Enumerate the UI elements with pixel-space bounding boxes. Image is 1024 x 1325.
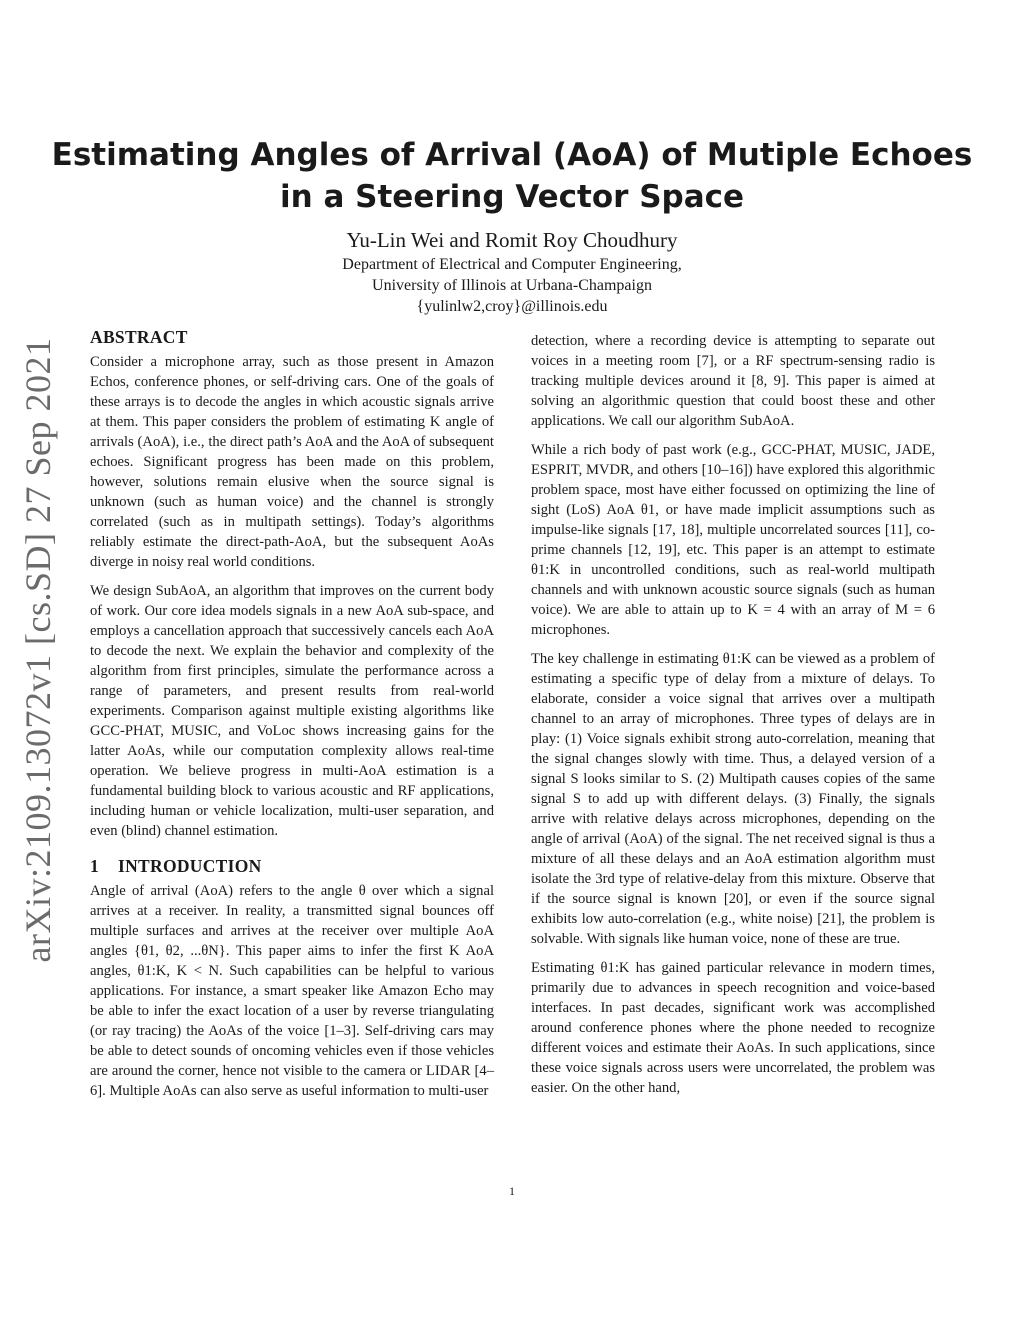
page-number: 1	[509, 1184, 515, 1198]
introduction-heading	[90, 855, 494, 877]
affiliation-email: {yulinlw2,croy}@illinois.edu	[416, 298, 608, 315]
author-affiliation	[0, 254, 1024, 317]
arxiv-identifier-stamp: arXiv:2109.13072v1 [cs.SD] 27 Sep 2021	[18, 337, 58, 963]
paper-title	[0, 134, 1024, 218]
introduction-paragraph-1: Angle of arrival (AoA) refers to the angle θ over which a signal arrives at a receiver. In reality, a transmitted signal bounces off multiple surfaces and arrives at the receiver over multiple AoA angles {θ1, θ2, ...θN}. This paper aims to infer the first K AoA angles, θ1:K, K < N. Such capabilities can be helpful to various applications. For instance, a smart speaker like Amazon Echo may be able to infer the exact location of a user by reverse triangulating (or ray tracing) the AoAs of the voice [1–3]. Self-driving cars may be able to detect sounds of oncoming vehicles even if those vehicles are around the corner, hence not visible to the camera or LIDAR [4–6]. Multiple AoAs can also serve as useful information to multi-user	[90, 883, 494, 1099]
abstract-paragraph-1: Consider a microphone array, such as those present in Amazon Echos, conference phones, or self-driving cars. One of the goals of these arrays is to decode the angles in which acoustic signals arrive at them. This paper considers the problem of estimating K angle of arrivals (AoA), i.e., the direct path’s AoA and the AoA of subsequent echoes. Significant progress has been made on this problem, however, solutions remain elusive when the source signal is unknown (such as human voice) and the channel is strongly correlated (such as in multipath settings). Today’s algorithms reliably estimate the direct-path-AoA, but the subsequent AoAs diverge in noisy real world conditions.	[90, 354, 494, 570]
paper-title-line-2: in a Steering Vector Space	[279, 179, 745, 215]
right-paragraph-4: Estimating θ1:K has gained particular relevance in modern times, primarily due to advances in speech recognition and voice-based interfaces. In past decades, significant work was accomplished around conference phones where the phone needed to recognize different voices and estimate their AoAs. In such applications, since these voice signals across users were uncorrelated, the problem was easier. On the other hand,	[531, 960, 935, 1096]
right-paragraph-2: While a rich body of past work (e.g., GCC-PHAT, MUSIC, JADE, ESPRIT, MVDR, and others [10–16]) have explored this algorithmic problem space, most have either focussed on optimizing the line of sight (LoS) AoA θ1, or have made implicit assumptions such as impulse-like signals [17, 18], multiple uncorrelated sources [11], co-prime channels [12, 19], etc. This paper is an attempt to estimate θ1:K in uncontrolled conditions, such as real-world multipath channels and with unknown acoustic source signals (such as human voice). We are able to attain up to K = 4 with an array of M = 6 microphones.	[531, 442, 935, 638]
right-paragraph-3: The key challenge in estimating θ1:K can be viewed as a problem of estimating a specific type of delay from a mixture of delays. To elaborate, consider a voice signal that arrives over a multipath channel to an array of microphones. Three types of delays are in play: (1) Voice signals exhibit strong auto-correlation, meaning that the signal changes slowly with time. Thus, a delayed version of a signal S looks similar to S. (2) Multipath causes copies of the same signal S to add up with different delays. (3) Finally, the signals arrive with relative delays across microphones, depending on the angle of arrival (AoA) of the signal. The net received signal is thus a mixture of all these delays and an AoA estimation algorithm must isolate the 3rd type of relative-delay from this mixture. Observe that if the source signal is known [20], or even if the source signal exhibits low auto-correlation (e.g., white noise) [21], the problem is solvable. With signals like human voice, none of these are true.	[531, 651, 935, 947]
paper-title-line-1: Estimating Angles of Arrival (AoA) of Mutiple Echoes	[51, 137, 973, 173]
affiliation-university: University of Illinois at Urbana-Champaign	[372, 277, 652, 294]
abstract-heading: ABSTRACT	[90, 327, 188, 347]
section-number: 1	[90, 856, 100, 876]
right-paragraph-1: detection, where a recording device is attempting to separate out voices in a meeting room [7], or a RF spectrum-sensing radio is tracking multiple devices around it [8, 9]. This paper is aimed at solving an algorithmic question that could boost these and other applications. We call our algorithm SubAoA.	[531, 333, 935, 429]
left-column	[90, 326, 494, 1110]
author-names: Yu-Lin Wei and Romit Roy Choudhury	[346, 228, 678, 252]
right-column	[531, 331, 935, 1107]
abstract-paragraph-2: We design SubAoA, an algorithm that improves on the current body of work. Our core idea models signals in a new AoA sub-space, and employs a cancellation approach that successively cancels each AoA to decode the next. We explain the behavior and complexity of the algorithm from first principles, simulate the performance across a range of parameters, and present results from real-world experiments. Comparison against multiple existing algorithms like GCC-PHAT, MUSIC, and VoLoc shows increasing gains for the latter AoAs, while our computation complexity allows real-time operation. We believe progress in multi-AoA estimation is a fundamental building block to various acoustic and RF applications, including human or vehicle localization, multi-user separation, and even (blind) channel estimation.	[90, 583, 494, 839]
section-title: INTRODUCTION	[118, 856, 262, 876]
affiliation-department: Department of Electrical and Computer Engineering,	[342, 256, 682, 273]
